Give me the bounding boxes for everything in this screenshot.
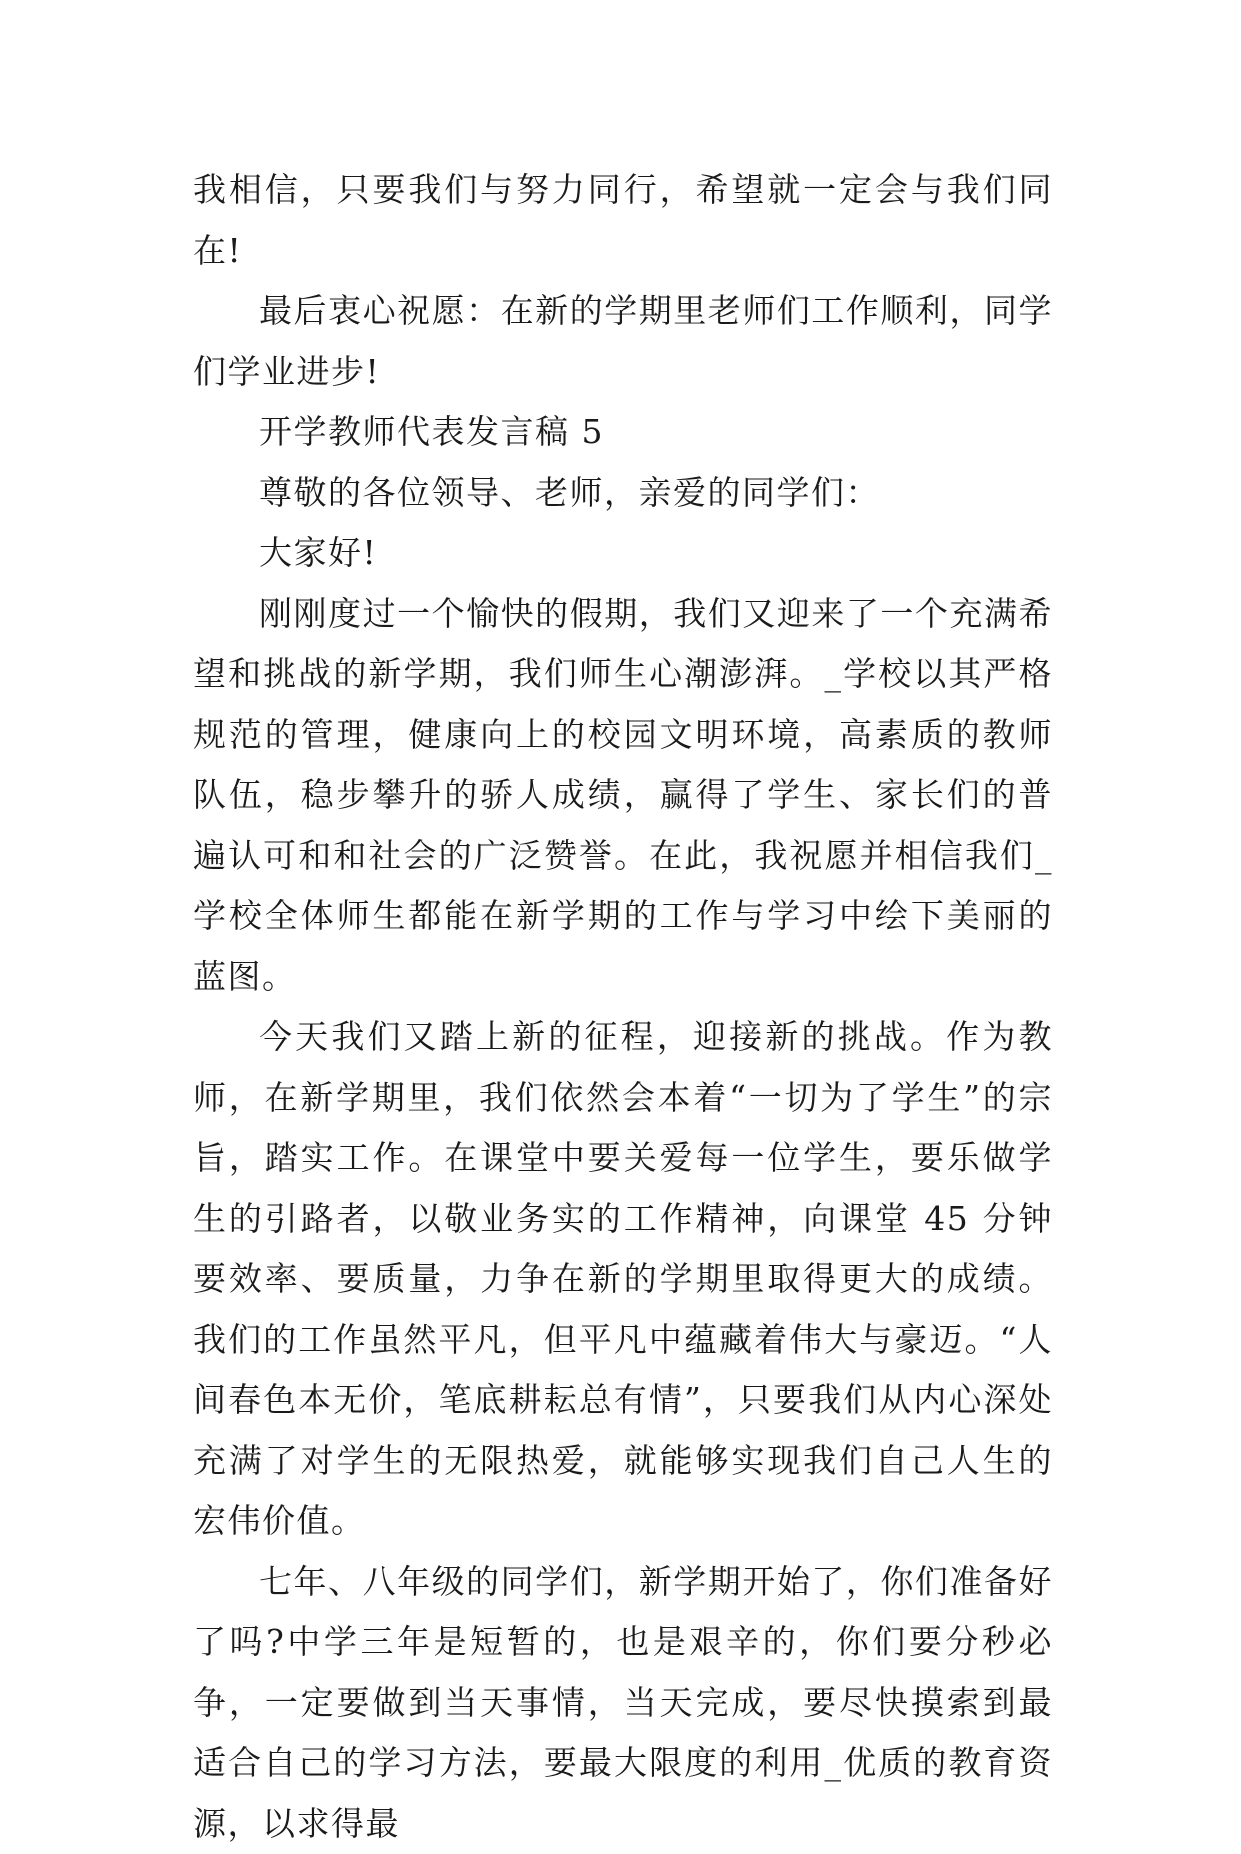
paragraph-1: 我相信，只要我们与努力同行，希望就一定会与我们同在!	[193, 160, 1053, 281]
paragraph-6: 刚刚度过一个愉快的假期，我们又迎来了一个充满希望和挑战的新学期，我们师生心潮澎湃。_学校以其严格规范的管理，健康向上的校园文明环境，高素质的教师队伍，稳步攀升的骄人成绩，赢得了学生、家长们的普遍认可和和社会的广泛赞誉。在此，我祝愿并相信我们_学校全体师生都能在新学期的工作与学习中绘下美丽的蓝图。	[193, 584, 1053, 1008]
paragraph-2: 最后衷心祝愿：在新的学期里老师们工作顺利，同学们学业进步!	[193, 281, 1053, 402]
greeting: 大家好!	[193, 523, 1053, 584]
salutation: 尊敬的各位领导、老师，亲爱的同学们：	[193, 463, 1053, 524]
section-heading: 开学教师代表发言稿 5	[193, 402, 1053, 463]
paragraph-8: 七年、八年级的同学们，新学期开始了，你们准备好了吗?中学三年是短暂的，也是艰辛的，你们要分秒必争，一定要做到当天事情，当天完成，要尽快摸索到最适合自己的学习方法，要最大限度的利用_优质的教育资源，以求得最	[193, 1552, 1053, 1854]
document-body	[193, 160, 1053, 1854]
paragraph-7: 今天我们又踏上新的征程，迎接新的挑战。作为教师，在新学期里，我们依然会本着“一切为了学生”的宗旨，踏实工作。在课堂中要关爱每一位学生，要乐做学生的引路者，以敬业务实的工作精神，向课堂 45 分钟要效率、要质量，力争在新的学期里取得更大的成绩。我们的工作虽然平凡，但平凡中蕴藏着伟大与豪迈。“人间春色本无价，笔底耕耘总有情”，只要我们从内心深处充满了对学生的无限热爱，就能够实现我们自己人生的宏伟价值。	[193, 1007, 1053, 1552]
